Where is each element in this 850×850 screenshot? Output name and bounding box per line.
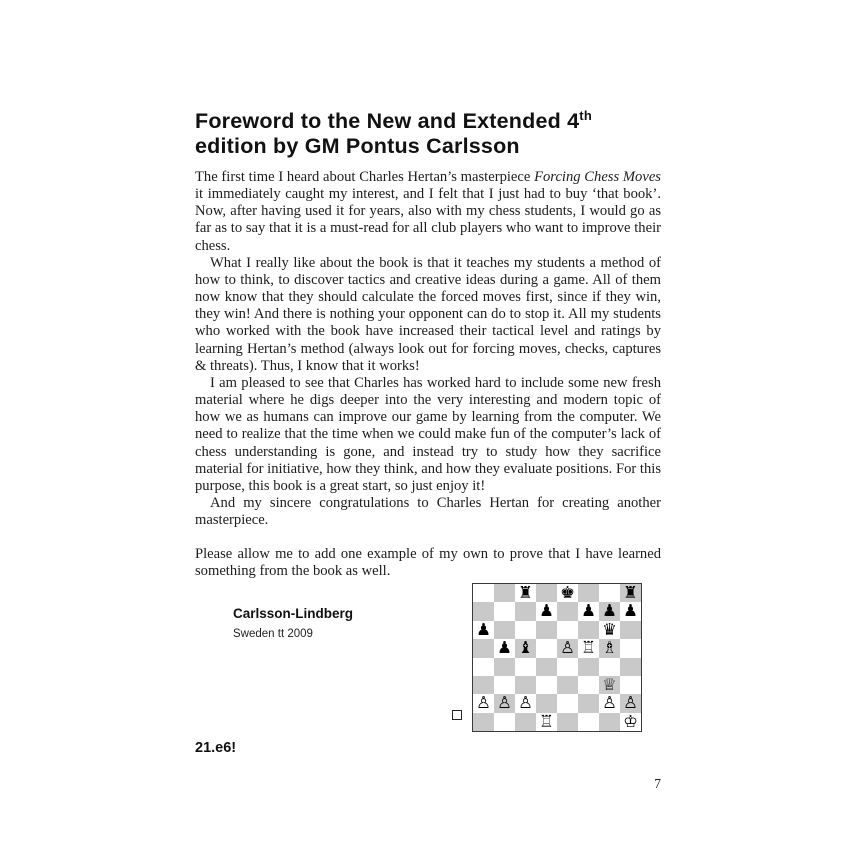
board-square-b3 bbox=[494, 676, 515, 694]
piece-white-b-g5: ♗ bbox=[599, 639, 620, 657]
piece-black-p-b5: ♟ bbox=[494, 639, 515, 657]
board-square-h4 bbox=[620, 658, 641, 676]
chess-board bbox=[472, 583, 642, 732]
foreword-paragraph-3: I am pleased to see that Charles has worked hard to include some new fresh material where he digs deeper into the very interesting and modern topic of how we as humans can improve our game by learning from the computer. We need to realize that the time when we could make fun of the computer’s lack of chess understanding is gone, and instead try to study how they sacrifice material for initiative, how they think, and how they evaluate positions. For this purpose, this book is a great start, so just enjoy it! bbox=[195, 374, 661, 494]
board-square-e3 bbox=[557, 676, 578, 694]
white-to-move-marker bbox=[452, 710, 462, 720]
piece-black-p-d7: ♟ bbox=[536, 602, 557, 620]
page-number: 7 bbox=[654, 776, 661, 791]
board-square-d5 bbox=[536, 639, 557, 657]
board-square-d2 bbox=[536, 694, 557, 712]
board-square-c7 bbox=[515, 602, 536, 620]
paragraph-1-text: The first time I heard about Charles Hertan’s masterpiece bbox=[195, 169, 535, 185]
board-square-a5 bbox=[473, 639, 494, 657]
board-square-f1 bbox=[578, 713, 599, 731]
board-square-f4 bbox=[578, 658, 599, 676]
board-square-d6 bbox=[536, 621, 557, 639]
board-square-a7 bbox=[473, 602, 494, 620]
piece-black-p-g7: ♟ bbox=[599, 602, 620, 620]
board-square-d4 bbox=[536, 658, 557, 676]
chess-diagram bbox=[472, 583, 642, 732]
board-square-e6 bbox=[557, 621, 578, 639]
page-title-superscript: th bbox=[579, 107, 592, 123]
board-square-b7 bbox=[494, 602, 515, 620]
piece-black-q-g6: ♛ bbox=[599, 621, 620, 639]
piece-white-p-a2: ♙ bbox=[473, 694, 494, 712]
piece-white-p-h2: ♙ bbox=[620, 694, 641, 712]
board-square-c6 bbox=[515, 621, 536, 639]
board-square-b8 bbox=[494, 584, 515, 602]
foreword-paragraph-2: What I really like about the book is that it teaches my students a method of how to think, to discover tactics and creative ideas during a game. All of them now know that they should calculate the forced moves first, since if they win, they win! And there is nothing your opponent can do to stop it. All my students who worked with the book have increased their tactical level and ratings by learning Hertan’s method (always look out for forcing moves, checks, captures & threats). Thus, I know that it works! bbox=[195, 254, 661, 374]
paragraph-1-text-cont: it immediately caught my interest, and I felt that I just had to buy ‘that book’. Now, after having used it for years, also with my chess students, I would go as far as to say that it is a must-read for all club players who want to improve their chess. bbox=[195, 186, 661, 254]
piece-black-p-a6: ♟ bbox=[473, 621, 494, 639]
board-square-a8 bbox=[473, 584, 494, 602]
board-square-b4 bbox=[494, 658, 515, 676]
piece-white-p-e5: ♙ bbox=[557, 639, 578, 657]
foreword-paragraph-4: And my sincere congratulations to Charles Hertan for creating another masterpiece. bbox=[195, 494, 661, 529]
board-square-h5 bbox=[620, 639, 641, 657]
game-event: Sweden tt 2009 bbox=[233, 628, 313, 640]
piece-black-p-h7: ♟ bbox=[620, 602, 641, 620]
board-square-c1 bbox=[515, 713, 536, 731]
board-square-a4 bbox=[473, 658, 494, 676]
piece-black-r-c8: ♜ bbox=[515, 584, 536, 602]
piece-white-k-h1: ♔ bbox=[620, 713, 641, 731]
foreword-text bbox=[195, 169, 661, 581]
page-title-line1: Foreword to the New and Extended 4 bbox=[195, 109, 580, 133]
board-square-g8 bbox=[599, 584, 620, 602]
board-square-b6 bbox=[494, 621, 515, 639]
board-square-b1 bbox=[494, 713, 515, 731]
board-square-e7 bbox=[557, 602, 578, 620]
piece-white-q-g3: ♕ bbox=[599, 676, 620, 694]
game-players: Carlsson-Lindberg bbox=[233, 606, 354, 621]
board-square-c4 bbox=[515, 658, 536, 676]
piece-black-k-e8: ♚ bbox=[557, 584, 578, 602]
board-square-h6 bbox=[620, 621, 641, 639]
piece-black-b-c5: ♝ bbox=[515, 639, 536, 657]
board-square-g1 bbox=[599, 713, 620, 731]
board-square-a1 bbox=[473, 713, 494, 731]
board-square-e4 bbox=[557, 658, 578, 676]
piece-white-p-c2: ♙ bbox=[515, 694, 536, 712]
board-square-h3 bbox=[620, 676, 641, 694]
piece-white-p-b2: ♙ bbox=[494, 694, 515, 712]
board-square-d8 bbox=[536, 584, 557, 602]
move-caption: 21.e6! bbox=[195, 740, 237, 756]
page-title-line2: edition by GM Pontus Carlsson bbox=[195, 134, 520, 158]
board-square-d3 bbox=[536, 676, 557, 694]
piece-black-r-h8: ♜ bbox=[620, 584, 641, 602]
board-square-f6 bbox=[578, 621, 599, 639]
board-square-a3 bbox=[473, 676, 494, 694]
board-square-e2 bbox=[557, 694, 578, 712]
board-square-c3 bbox=[515, 676, 536, 694]
piece-white-p-g2: ♙ bbox=[599, 694, 620, 712]
board-square-f2 bbox=[578, 694, 599, 712]
board-square-f8 bbox=[578, 584, 599, 602]
foreword-paragraph-5: Please allow me to add one example of my own to prove that I have learned something from the book as well. bbox=[195, 546, 661, 580]
game-header bbox=[233, 606, 353, 640]
foreword-paragraph-1 bbox=[195, 169, 661, 255]
page-title bbox=[195, 109, 673, 159]
piece-white-r-f5: ♖ bbox=[578, 639, 599, 657]
book-title-italic: Forcing Chess Moves bbox=[534, 169, 661, 185]
board-square-e1 bbox=[557, 713, 578, 731]
board-square-g4 bbox=[599, 658, 620, 676]
board-square-f3 bbox=[578, 676, 599, 694]
piece-white-r-d1: ♖ bbox=[536, 713, 557, 731]
piece-black-p-f7: ♟ bbox=[578, 602, 599, 620]
